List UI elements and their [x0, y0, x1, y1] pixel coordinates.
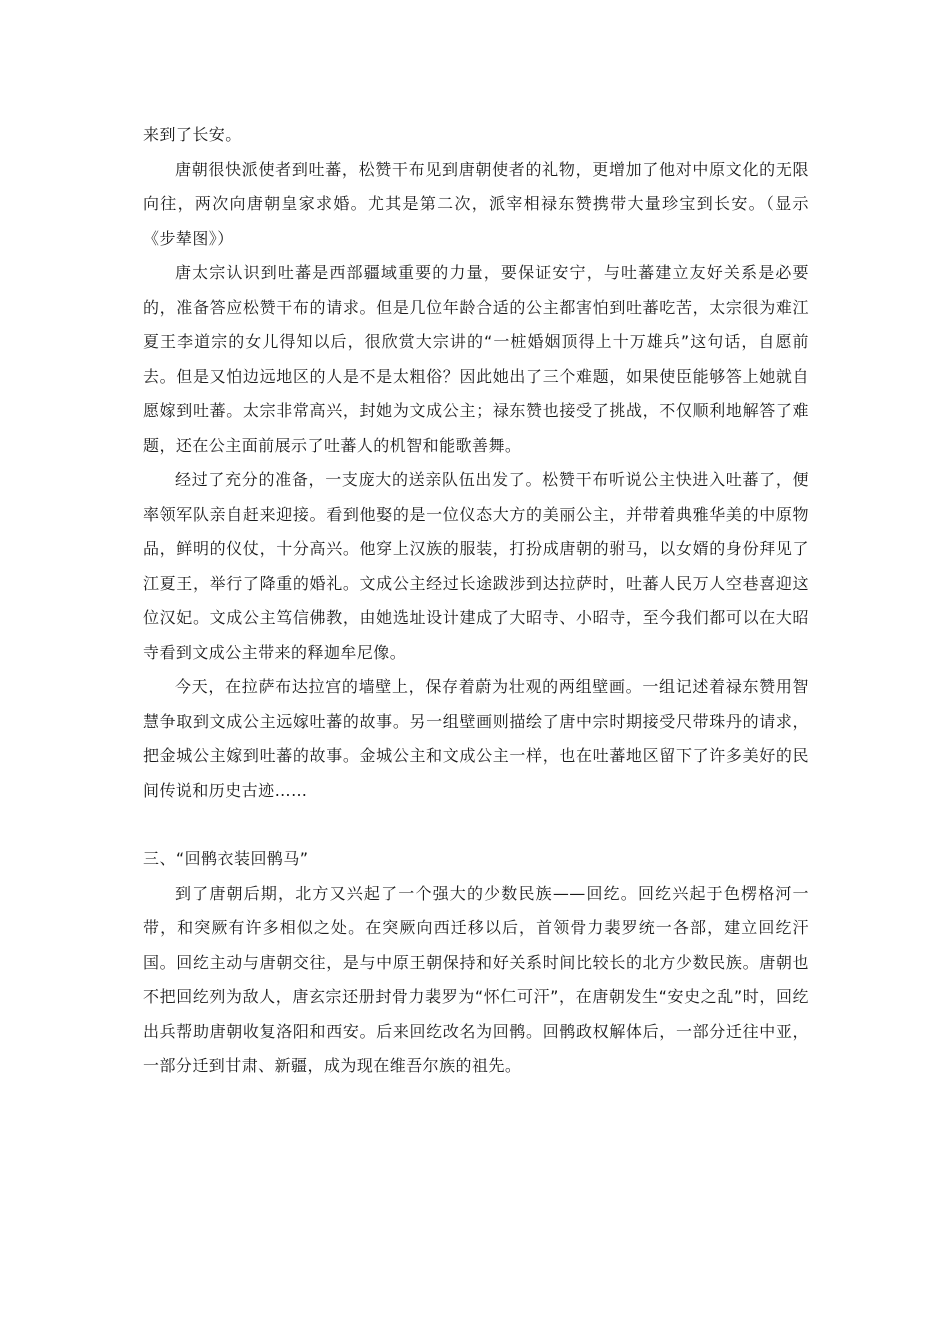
document-body — [143, 118, 809, 1084]
paragraph-murals: 今天，在拉萨布达拉宫的墙壁上，保存着蔚为壮观的两组壁画。一组记述着禄东赞用智慧争取到文成公主远嫁吐蕃的故事。另一组壁画则描绘了唐中宗时期接受尺带珠丹的请求，把金城公主嫁到吐蕃的故事。金城公主和文成公主一样，也在吐蕃地区留下了许多美好的民间传说和历史古迹…… — [143, 677, 809, 800]
paragraph-escort: 经过了充分的准备，一支庞大的送亲队伍出发了。松赞干布听说公主快进入吐蕃了，便率领军队亲自赶来迎接。看到他娶的是一位仪态大方的美丽公主，并带着典雅华美的中原物品，鲜明的仪仗，十分高兴。他穿上汉族的服装，打扮成唐朝的驸马，以女婿的身份拜见了江夏王，举行了降重的婚礼。文成公主经过长途跋涉到达拉萨时，吐蕃人民万人空巷喜迎这位汉妃。文成公主笃信佛教，由她选址设计建成了大昭寺、小昭寺，至今我们都可以在大昭寺看到文成公主带来的释迦牟尼像。 — [143, 470, 809, 662]
paragraph-taizong: 唐太宗认识到吐蕃是西部疆域重要的力量，要保证安宁，与吐蕃建立友好关系是必要的，准备答应松赞干布的请求。但是几位年龄合适的公主都害怕到吐蕃吃苦，太宗很为难江夏王李道宗的女儿得知以后，很欣赏大宗讲的“一桩婚姻顶得上十万雄兵”这句话，自愿前去。但是又怕边远地区的人是不是太粗俗？因此她出了三个难题，如果使臣能够答上她就自愿嫁到吐蕃。太宗非常高兴，封她为文成公主；禄东赞也接受了挑战，不仅顺利地解答了难题，还在公主面前展示了吐蕃人的机智和能歌善舞。 — [143, 263, 809, 455]
paragraph-continuation: 来到了长安。 — [143, 125, 242, 144]
paragraph-envoy: 唐朝很快派使者到吐蕃，松赞干布见到唐朝使者的礼物，更增加了他对中原文化的无限向往，两次向唐朝皇家求婚。尤其是第二次，派宰相禄东赞携带大量珍宝到长安。（显示《步辇图》） — [143, 159, 809, 248]
paragraph-uighur: 到了唐朝后期，北方又兴起了一个强大的少数民族——回纥。回纥兴起于色楞格河一带，和突厥有许多相似之处。在突厥向西迁移以后，首领骨力裴罗统一各部，建立回纥汗国。回纥主动与唐朝交往，是与中原王朝保持和好关系时间比较长的北方少数民族。唐朝也不把回纥列为敌人，唐玄宗还册封骨力裴罗为“怀仁可汗”，在唐朝发生“安史之乱”时，回纥出兵帮助唐朝收复洛阳和西安。后来回纥改名为回鹘。回鹘政权解体后，一部分迁往中亚，一部分迁到甘肃、新疆，成为现在维吾尔族的祖先。 — [143, 883, 809, 1075]
section-heading: 三、“回鹘衣装回鹘马” — [143, 849, 309, 868]
